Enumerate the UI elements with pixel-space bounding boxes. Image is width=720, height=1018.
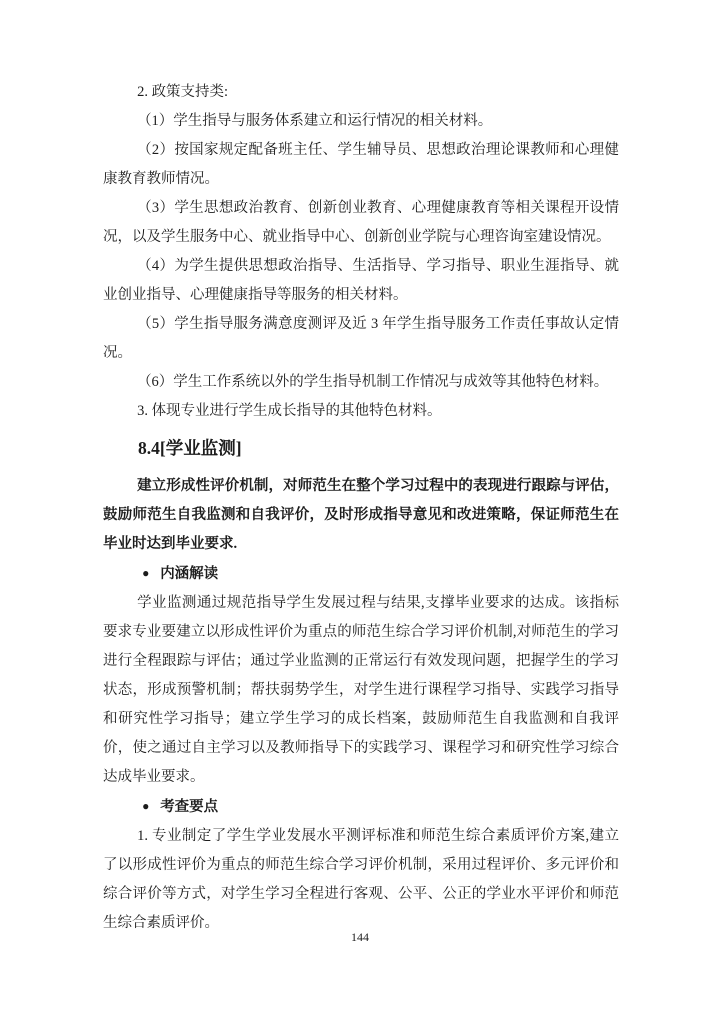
bullet-heading	[103, 559, 619, 589]
page-number: 144	[351, 930, 369, 944]
body-paragraph: 学业监测通过规范指导学生发展过程与结果,支撑毕业要求的达成。该指标要求专业要建立以形成性评价为重点的师范生综合学习评价机制,对师范生的学习进行全程跟踪与评估；通过学业监测的正常运行有效发现问题，把握学生的学习状态，形成预警机制；帮扶弱势学生，对学生进行课程学习指导、实践学习指导和研究性学习指导；建立学生学习的成长档案，鼓励师范生自我监测和自我评价，使之通过自主学习以及教师指导下的实践学习、课程学习和研究性学习综合达成毕业要求。	[103, 595, 619, 785]
bold-paragraph: 建立形成性评价机制，对师范生在整个学习过程中的表现进行跟踪与评估，鼓励师范生自我监测和自我评价，及时形成指导意见和改进策略，保证师范生在毕业时达到毕业要求.	[103, 478, 619, 552]
body-paragraph: （5）学生指导服务满意度测评及近 3 年学生指导服务工作责任事故认定情况。	[103, 316, 619, 361]
section-heading: 8.4[学业监测]	[138, 438, 242, 458]
body-paragraph: （4）为学生提供思想政治指导、生活指导、学习指导、职业生涯指导、就业创业指导、心理健康指导等服务的相关材料。	[103, 258, 619, 303]
document-body	[103, 78, 619, 938]
body-paragraph: （1）学生指导与服务体系建立和运行情况的相关材料。	[137, 113, 493, 129]
bullet-heading	[103, 792, 619, 822]
body-paragraph: 1. 专业制定了学生学业发展水平测评标准和师范生综合素质评价方案,建立了以形成性评价为重点的师范生综合学习评价机制，采用过程评价、多元评价和综合评价等方式，对学生学习全程进行客观、公平、公正的学业水平评价和师范生综合素质评价。	[103, 828, 619, 931]
bullet-heading-label: 考查要点	[160, 799, 219, 815]
body-paragraph: （2）按国家规定配备班主任、学生辅导员、思想政治理论课教师和心理健康教育教师情况。	[103, 142, 619, 187]
body-paragraph: 3. 体现专业进行学生成长指导的其他特色材料。	[137, 403, 442, 419]
bullet-heading-label: 内涵解读	[160, 566, 219, 582]
body-paragraph: （3）学生思想政治教育、创新创业教育、心理健康教育等相关课程开设情况，以及学生服务中心、就业指导中心、创新创业学院与心理咨询室建设情况。	[103, 200, 619, 245]
bullet-icon: ●	[142, 799, 150, 813]
body-paragraph: （6）学生工作系统以外的学生指导机制工作情况与成效等其他特色材料。	[137, 374, 609, 390]
bullet-icon: ●	[142, 566, 150, 580]
body-paragraph: 2. 政策支持类:	[137, 84, 229, 100]
